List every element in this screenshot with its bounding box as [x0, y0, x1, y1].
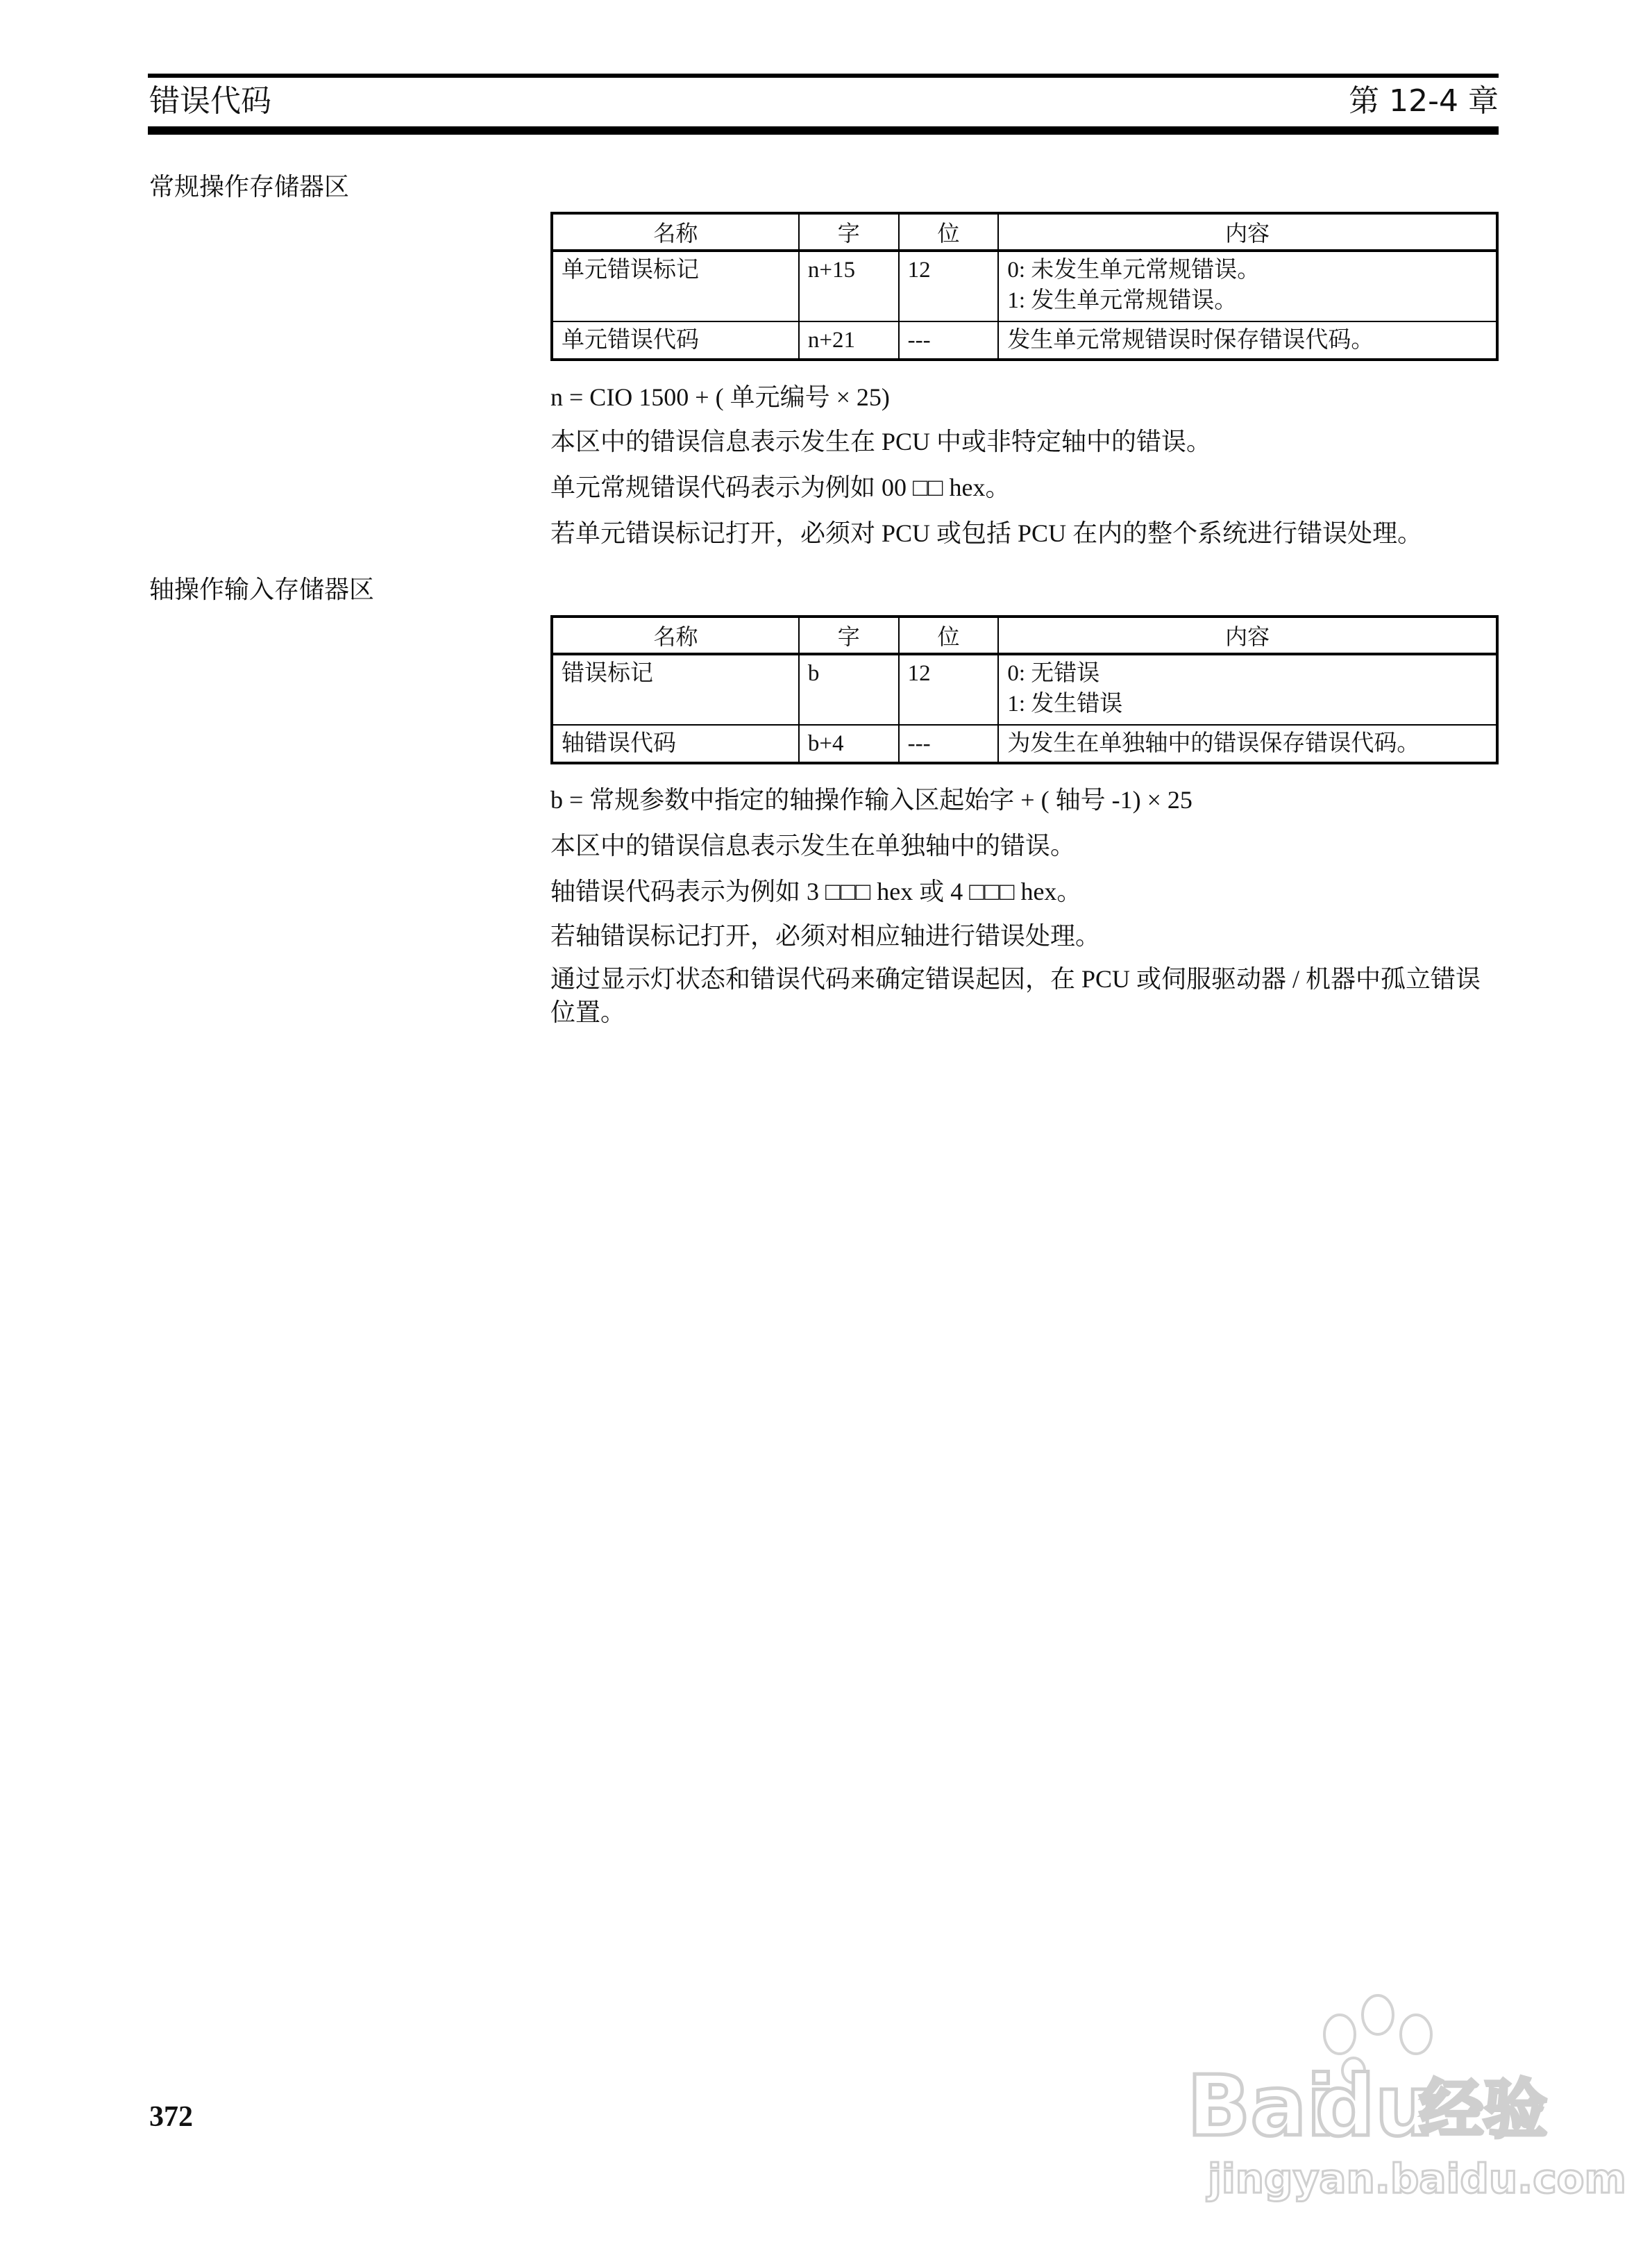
cell-bit: --- — [899, 321, 999, 360]
section-title-general: 常规操作存储器区 — [149, 173, 350, 201]
paragraph: 单元常规错误代码表示为例如 00 □□ hex。 — [550, 474, 1011, 501]
header-bit: 位 — [899, 617, 999, 654]
table-header-row — [552, 617, 1497, 654]
header-bit: 位 — [899, 213, 999, 251]
cell-content: 为发生在单独轴中的错误保存错误代码。 — [998, 725, 1497, 763]
watermark-url: jingyan.baidu.com — [1208, 2155, 1626, 2202]
cell-name: 错误标记 — [552, 654, 799, 725]
watermark-brand-du: du — [1315, 2059, 1435, 2155]
header-content: 内容 — [998, 213, 1497, 251]
cell-content — [998, 654, 1497, 725]
header-content: 内容 — [998, 617, 1497, 654]
cell-word: n+21 — [799, 321, 899, 360]
header-top-rule — [148, 74, 1499, 78]
cell-bit: 12 — [899, 654, 999, 725]
table-row — [552, 725, 1497, 763]
content-line: 1: 发生单元常规错误。 — [1007, 288, 1238, 313]
chapter-title: 错误代码 — [149, 83, 271, 119]
paragraph: 轴错误代码表示为例如 3 □□□ hex 或 4 □□□ hex。 — [550, 878, 1082, 905]
cell-bit: 12 — [899, 251, 999, 321]
watermark-brand: Bai — [1187, 2059, 1335, 2155]
page-number: 372 — [149, 2101, 193, 2133]
header-name: 名称 — [552, 213, 799, 251]
table-row — [552, 321, 1497, 360]
baidu-watermark-logo — [1180, 1986, 1626, 2215]
table-header-row — [552, 213, 1497, 251]
paragraph: 若单元错误标记打开，必须对 PCU 或包括 PCU 在内的整个系统进行错误处理。 — [550, 519, 1423, 547]
formula-b: b = 常规参数中指定的轴操作输入区起始字 + ( 轴号 -1) × 25 — [550, 786, 1192, 814]
cell-name: 单元错误标记 — [552, 251, 799, 321]
table-axis-input — [550, 615, 1499, 764]
watermark-brand-cn: 经验 — [1419, 2073, 1548, 2147]
paragraph: 本区中的错误信息表示发生在单独轴中的错误。 — [550, 832, 1076, 860]
cell-content — [998, 251, 1497, 321]
content-line: 0: 无错误 — [1007, 661, 1100, 686]
table-row — [552, 251, 1497, 321]
table-row — [552, 654, 1497, 725]
header-word: 字 — [799, 213, 899, 251]
table-general-operation — [550, 212, 1499, 361]
cell-word: b — [799, 654, 899, 725]
paragraph: 本区中的错误信息表示发生在 PCU 中或非特定轴中的错误。 — [550, 428, 1212, 455]
content-line: 1: 发生错误 — [1007, 692, 1123, 717]
content-line: 0: 未发生单元常规错误。 — [1007, 258, 1261, 283]
formula-n: n = CIO 1500 + ( 单元编号 × 25) — [550, 383, 890, 411]
paragraph: 通过显示灯状态和错误代码来确定错误起因，在 PCU 或伺服驱动器 / 机器中孤立错误位置。 — [550, 965, 1481, 1026]
cell-name: 轴错误代码 — [552, 725, 799, 763]
section-title-axis: 轴操作输入存储器区 — [149, 576, 375, 604]
cell-bit: --- — [899, 725, 999, 763]
cell-name: 单元错误代码 — [552, 321, 799, 360]
header-name: 名称 — [552, 617, 799, 654]
cell-word: b+4 — [799, 725, 899, 763]
header-word: 字 — [799, 617, 899, 654]
cell-content: 发生单元常规错误时保存错误代码。 — [998, 321, 1497, 360]
cell-word: n+15 — [799, 251, 899, 321]
chapter-number: 第 12-4 章 — [1349, 83, 1499, 119]
header-rule — [148, 126, 1499, 135]
paragraph: 若轴错误标记打开，必须对相应轴进行错误处理。 — [550, 922, 1101, 950]
